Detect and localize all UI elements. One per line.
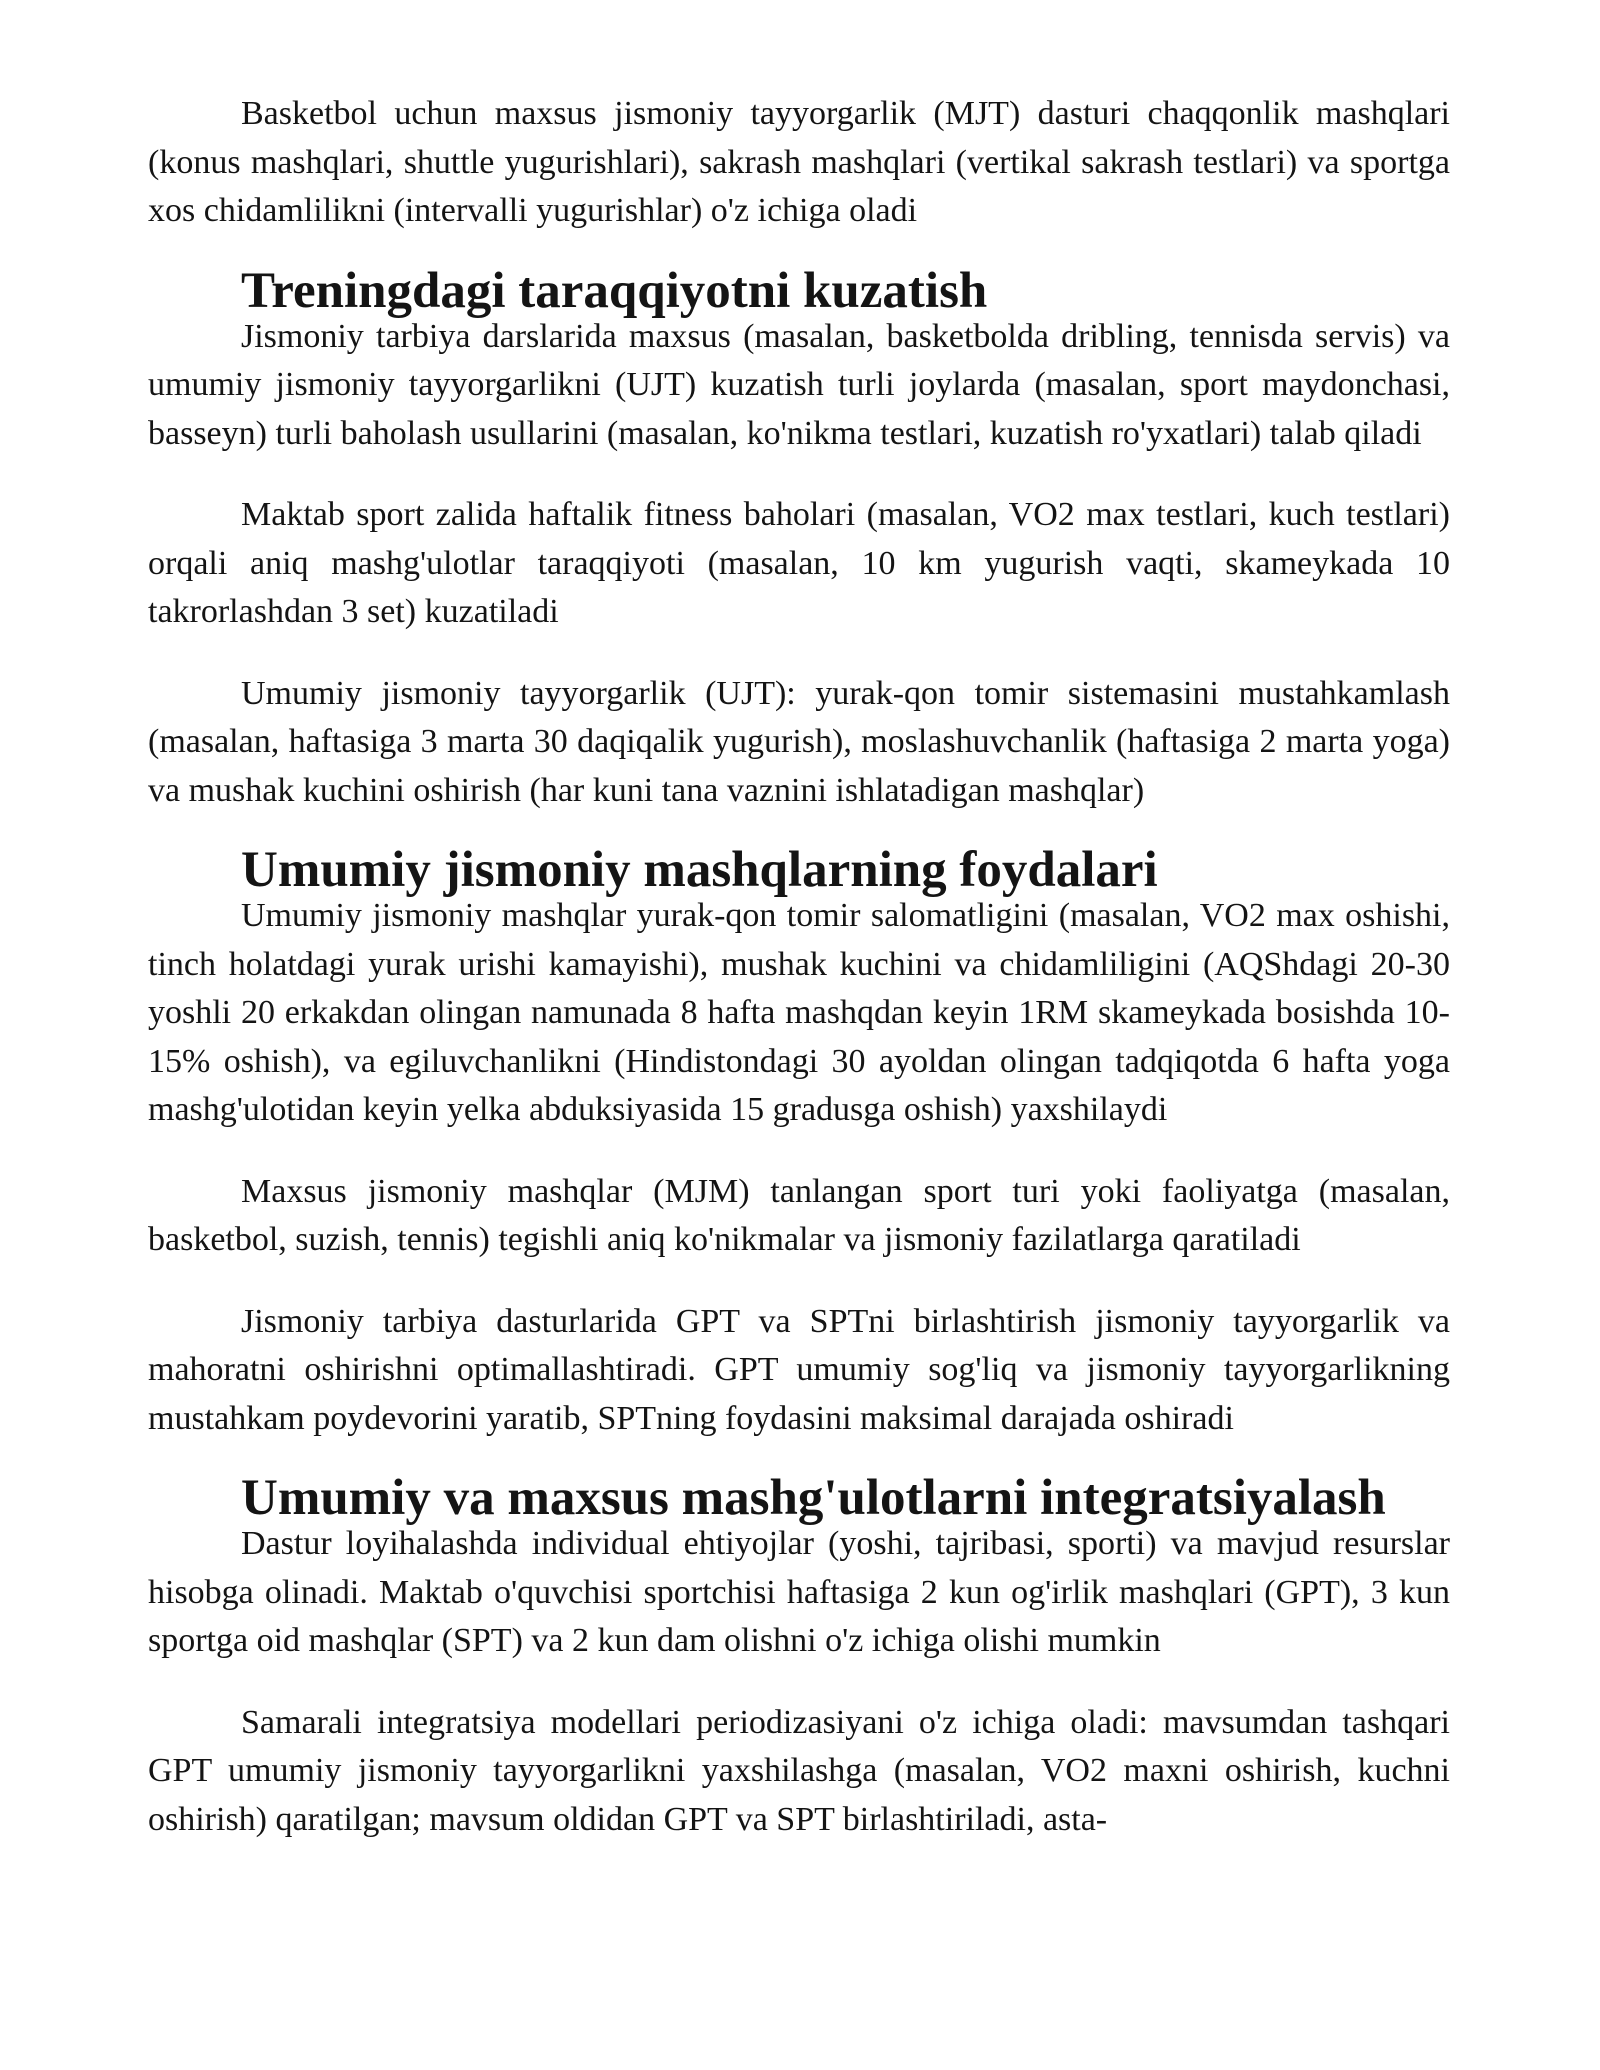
paragraph-tracking-methods: Jismoniy tarbiya darslarida maxsus (masalan, basketbolda dribling, tennisda servis) va umumiy jismoniy tayyorgarlikni (UJT) kuzatish turli joylarda (masalan, sport maydonchasi, basseyn) turli baholash usullarini (masalan, ko'nikma testlari, kuzatish ro'yxatlari) talab qiladi (148, 317, 1450, 452)
paragraph-sjt-basketball: Basketbol uchun maxsus jismoniy tayyorgarlik (MJT) dasturi chaqqonlik mashqlari (konus mashqlari, shuttle yugurishlari), sakrash mashqlari (vertikal sakrash testlari) va sportga xos chidamlilikni (intervalli yugurishlar) o'z ichiga oladi (148, 95, 1450, 229)
heading-integration: Umumiy va maxsus mashg'ulotlarni integratsiyalash (241, 1470, 1386, 1526)
paragraph-general-benefits: Umumiy jismoniy mashqlar yurak-qon tomir salomatligini (masalan, VO2 max oshishi, tinch holatdagi yurak urishi kamayishi), mushak kuchini va chidamliligini (AQShdagi 20-30 yoshli 20 erkakdan olingan namunada 8 hafta mashqdan keyin 1RM skameykada bosishda 10-15% oshish), va egiluvchanlikni (Hindistondagi 30 ayoldan olingan tadqiqotda 6 hafta yoga mashg'ulotidan keyin yelka abduksiyasida 15 gradusga oshish) yaxshilaydi (148, 897, 1450, 1128)
paragraph-mjm-definition: Maxsus jismoniy mashqlar (MJM) tanlangan sport turi yoki faoliyatga (masalan, basketbol, suzish, tennis) tegishli aniq ko'nikmalar va jismoniy fazilatlarga qaratiladi (148, 1172, 1450, 1258)
paragraph-periodization: Samarali integratsiya modellari periodizasiyani o'z ichiga oladi: mavsumdan tashqari GPT umumiy jismoniy tayyorgarlikni yaxshilashga (masalan, VO2 maxni oshirish, kuchni oshirish) qaratilgan; mavsum oldidan GPT va SPT birlashtiriladi, asta- (148, 1703, 1450, 1838)
heading-general-benefits: Umumiy jismoniy mashqlarning foydalari (241, 842, 1158, 898)
paragraph-ujt-definition: Umumiy jismoniy tayyorgarlik (UJT): yurak-qon tomir sistemasini mustahkamlash (masalan, haftasiga 3 marta 30 daqiqalik yugurish), moslashuvchanlik (haftasiga 2 marta yoga) va mushak kuchini oshirish (har kuni tana vaznini ishlatadigan mashqlar) (148, 674, 1450, 809)
heading-progress-tracking: Treningdagi taraqqiyotni kuzatish (241, 262, 988, 319)
paragraph-program-design: Dastur loyihalashda individual ehtiyojlar (yoshi, tajribasi, sporti) va mavjud resurslar hisobga olinadi. Maktab o'quvchisi sportchisi haftasiga 2 kun og'irlik mashqlari (GPT), 3 kun sportga oid mashqlar (SPT) va 2 kun dam olishni o'z ichiga olishi mumkin (148, 1525, 1450, 1659)
paragraph-gpt-spt-combination: Jismoniy tarbiya dasturlarida GPT va SPTni birlashtirish jismoniy tayyorgarlik va mahoratni oshirishni optimallashtiradi. GPT umumiy sog'liq va jismoniy tayyorgarlikning mustahkam poydevorini yaratib, SPTning foydasini maksimal darajada oshiradi (148, 1302, 1450, 1437)
paragraph-weekly-assessments: Maktab sport zalida haftalik fitness baholari (masalan, VO2 max testlari, kuch testlari) orqali aniq mashg'ulotlar taraqqiyoti (masalan, 10 km yugurish vaqti, skameykada 10 takrorlashdan 3 set) kuzatiladi (148, 496, 1450, 630)
document-page (148, 90, 1450, 1844)
